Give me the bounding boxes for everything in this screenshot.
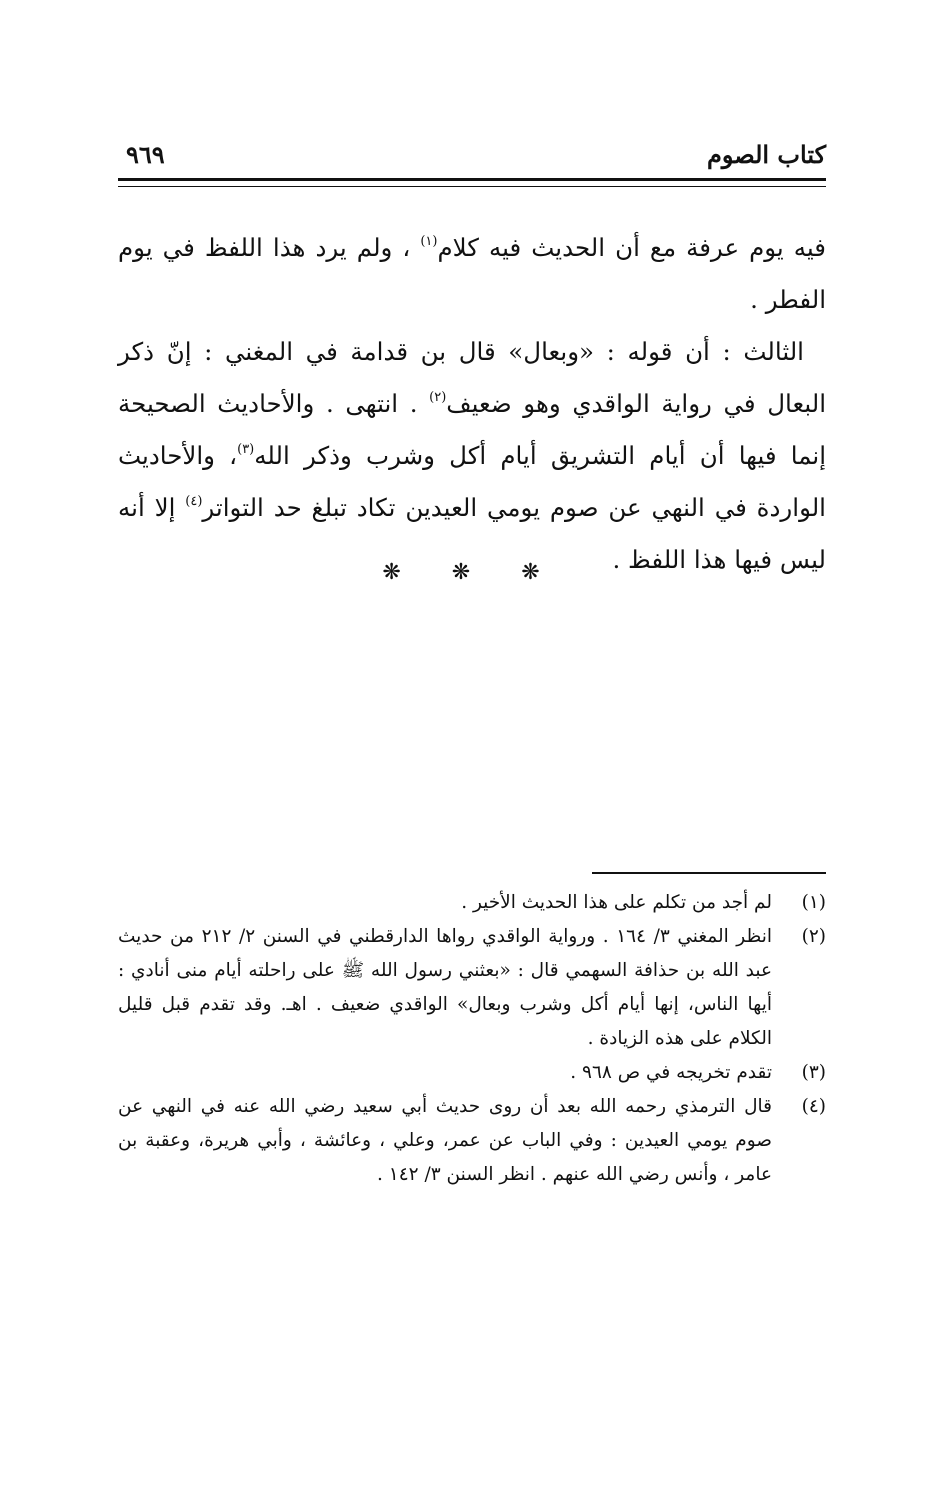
- footnotes: [118, 886, 826, 1192]
- footnote-number: (٤): [801, 1096, 826, 1117]
- running-header: [118, 138, 826, 178]
- header-rule-thick: [118, 178, 826, 181]
- footnote-number: (١): [801, 892, 826, 913]
- footnote-ref-2: (٢): [429, 390, 447, 405]
- paragraph-1: [118, 222, 826, 326]
- paragraph-1-text-a: فيه يوم عرفة مع أن الحديث فيه كلام: [437, 233, 827, 262]
- page-number: ٩٦٩: [126, 140, 165, 169]
- footnote-rule: [592, 872, 826, 874]
- footnote-number: (٢): [801, 926, 826, 947]
- section-separator: ❋ ❋ ❋: [382, 560, 562, 585]
- footnote-text: قال الترمذي رحمه الله بعد أن روى حديث أبي سعيد رضي الله عنه في النهي عن صوم يومي العيدين : وفي الباب عن عمر، وعلي ، وعائشة ، وأبي هريرة، وعقبة بن عامر ، وأنس رضي الله عنهم . انظر السنن ٣/ ١٤٢ .: [118, 1096, 772, 1185]
- paragraph-2-text-a: الثالث : أن قوله : «وبعال» قال بن قدامة في المغني : إنّ ذكر البعال في رواية الواقدي وهو ضعيف: [118, 337, 826, 418]
- footnote-4: [118, 1090, 826, 1192]
- main-text: [118, 222, 826, 586]
- paragraph-2-text-d: إلا أنه ليس فيها هذا اللفظ .: [118, 493, 826, 574]
- footnote-ref-4: (٤): [185, 494, 203, 509]
- footnote-ref-3: (٣): [237, 442, 255, 457]
- footnote-3: [118, 1056, 826, 1090]
- header-rule-thin: [118, 186, 826, 187]
- paragraph-1-text-b: ، ولم يرد هذا اللفظ في يوم الفطر .: [118, 233, 826, 314]
- paragraph-2-text-b: . انتهى . والأحاديث الصحيحة إنما فيها أن أيام التشريق أيام أكل وشرب وذكر الله: [118, 389, 827, 470]
- footnote-text: لم أجد من تكلم على هذا الحديث الأخير .: [461, 892, 772, 913]
- footnote-number: (٣): [801, 1062, 826, 1083]
- paragraph-2-text-c: ، والأحاديث الواردة في النهي عن صوم يومي العيدين تكاد تبلغ حد التواتر: [118, 441, 826, 522]
- footnote-ref-1: (١): [420, 234, 438, 249]
- footnote-1: [118, 886, 826, 920]
- footnote-text: تقدم تخريجه في ص ٩٦٨ .: [570, 1062, 772, 1083]
- book-title: كتاب الصوم: [707, 140, 826, 169]
- footnote-text: انظر المغني ٣/ ١٦٤ . ورواية الواقدي رواها الدارقطني في السنن ٢/ ٢١٢ من حديث عبد الله بن حذافة السهمي قال : «بعثني رسول الله ﷺ على راحلته أيام منى أنادي : أيها الناس، إنها أيام أكل وشرب وبعال» الواقدي ضعيف . اهـ. وقد تقدم قبل قليل الكلام على هذه الزيادة .: [118, 926, 772, 1049]
- paragraph-2: [118, 326, 826, 586]
- footnote-2: [118, 920, 826, 1056]
